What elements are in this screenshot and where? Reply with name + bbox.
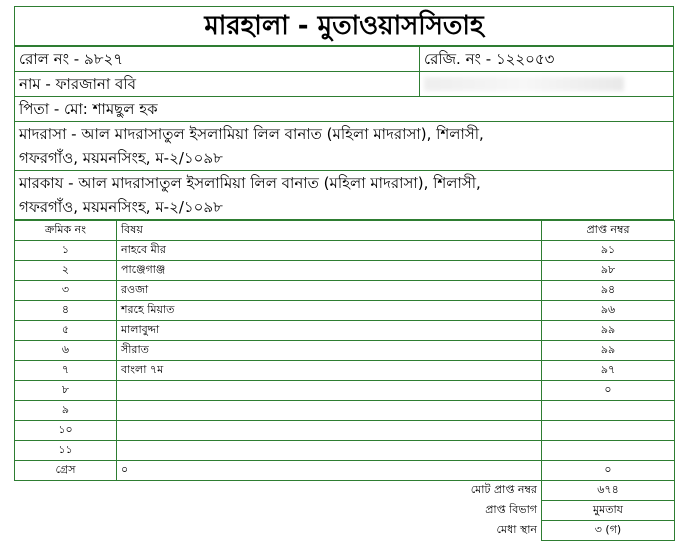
table-row <box>15 381 675 401</box>
redacted-field <box>420 72 673 96</box>
cell-serial: ৮ <box>15 381 117 401</box>
cell-serial: ১০ <box>15 421 117 441</box>
cell-serial: ৩ <box>15 281 117 301</box>
cell-subject: ০ <box>117 461 542 481</box>
student-name: নাম - ফারজানা ববি <box>15 72 420 96</box>
summary-row <box>15 481 675 501</box>
cell-serial: ৬ <box>15 341 117 361</box>
summary-row <box>15 521 675 541</box>
cell-serial: ৯ <box>15 401 117 421</box>
table-row <box>15 241 675 261</box>
father-name: পিতা - মো: শামছুল হক <box>15 97 673 122</box>
cell-serial: গ্রেস <box>15 461 117 481</box>
table-row <box>15 341 675 361</box>
header-marks: প্রাপ্ত নম্বর <box>542 221 675 241</box>
cell-subject: মালাবুদ্দা <box>117 321 542 341</box>
cell-subject: রওজা <box>117 281 542 301</box>
cell-serial: ৭ <box>15 361 117 381</box>
blurred-block <box>424 77 624 91</box>
cell-marks: ৯৭ <box>542 361 675 381</box>
markaz-line-2: গফরগাঁও, ময়মনসিংহ, ম-২/১০৯৮ <box>19 198 223 216</box>
table-row <box>15 441 675 461</box>
cell-subject: শরহে মিয়াত <box>117 301 542 321</box>
cell-subject <box>117 421 542 441</box>
cell-marks <box>542 441 675 461</box>
cell-subject: পাঞ্জেগাঞ্জ <box>117 261 542 281</box>
cell-marks: ৯৮ <box>542 261 675 281</box>
marks-table-body <box>15 221 675 541</box>
header-subject: বিষয় <box>117 221 542 241</box>
cell-marks: ৯৬ <box>542 301 675 321</box>
cell-subject: বাংলা ৭ম <box>117 361 542 381</box>
table-row <box>15 421 675 441</box>
summary-label: মেধা স্থান <box>15 521 542 541</box>
cell-subject: নাহবে মীর <box>117 241 542 261</box>
cell-marks: ৯৪ <box>542 281 675 301</box>
summary-value: ৬৭৪ <box>542 481 675 501</box>
madrasa-line-1: মাদরাসা - আল মাদরাসাতুল ইসলামিয়া লিল বানাত (মহিলা মাদরাসা), শিলাসী, <box>19 125 484 143</box>
cell-subject <box>117 441 542 461</box>
cell-marks <box>542 401 675 421</box>
student-info <box>14 47 674 220</box>
madrasa-address <box>15 122 673 171</box>
table-row <box>15 261 675 281</box>
cell-serial: ১১ <box>15 441 117 461</box>
header-serial: ক্রমিক নং <box>15 221 117 241</box>
roll-number: রোল নং - ৯৮২৭ <box>15 47 420 71</box>
cell-marks: ৯৯ <box>542 341 675 361</box>
markaz-line-1: মারকায - আল মাদরাসাতুল ইসলামিয়া লিল বানাত (মহিলা মাদরাসা), শিলাসী, <box>19 174 481 192</box>
table-row <box>15 281 675 301</box>
markaz-address <box>15 171 673 220</box>
cell-serial: ৪ <box>15 301 117 321</box>
madrasa-line-2: গফরগাঁও, ময়মনসিংহ, ম-২/১০৯৮ <box>19 149 223 167</box>
roll-reg-row <box>15 47 673 72</box>
name-row <box>15 72 673 97</box>
summary-value: মুমতায <box>542 501 675 521</box>
cell-serial: ১ <box>15 241 117 261</box>
cell-subject <box>117 381 542 401</box>
table-row <box>15 461 675 481</box>
summary-label: মোট প্রাপ্ত নম্বর <box>15 481 542 501</box>
cell-marks: ০ <box>542 381 675 401</box>
marks-table <box>14 220 675 541</box>
cell-marks: ৯১ <box>542 241 675 261</box>
cell-serial: ২ <box>15 261 117 281</box>
table-header-row <box>15 221 675 241</box>
cell-marks: ০ <box>542 461 675 481</box>
summary-row <box>15 501 675 521</box>
summary-label: প্রাপ্ত বিভাগ <box>15 501 542 521</box>
table-row <box>15 301 675 321</box>
summary-value: ৩ (গ) <box>542 521 675 541</box>
cell-marks: ৯৯ <box>542 321 675 341</box>
table-row <box>15 361 675 381</box>
cell-subject: সীরাত <box>117 341 542 361</box>
cell-serial: ৫ <box>15 321 117 341</box>
result-sheet <box>14 6 674 541</box>
cell-marks <box>542 421 675 441</box>
table-row <box>15 321 675 341</box>
table-row <box>15 401 675 421</box>
page-title: মারহালা - মুতাওয়াসসিতাহ <box>14 6 674 47</box>
cell-subject <box>117 401 542 421</box>
registration-number: রেজি. নং - ১২২০৫৩ <box>424 50 555 68</box>
